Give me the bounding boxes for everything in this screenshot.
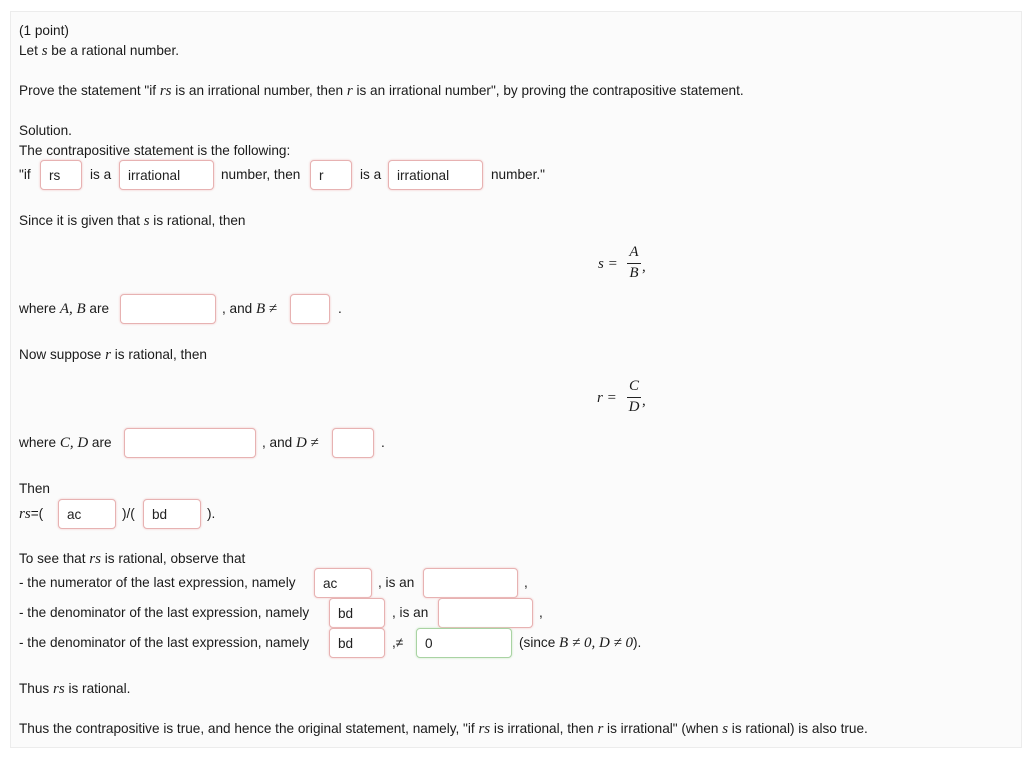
points-label: (1 point) (19, 23, 69, 38)
contra-is-a-1: is a (90, 167, 112, 182)
rs-equals: rs=( (19, 506, 44, 522)
s-fraction-denominator: B (629, 265, 639, 281)
rs-close: ). (207, 506, 216, 521)
denominator-nonzero-input[interactable] (416, 628, 512, 658)
r-fraction-bar (627, 397, 641, 398)
denominator-line-comma: , (539, 605, 543, 620)
denominator-value-input[interactable] (329, 598, 385, 628)
thus-rs-rational: Thus rs is rational. (19, 681, 131, 697)
since-s-rational: Since it is given that s is rational, then (19, 213, 246, 229)
r-and-D-neq: , and D ≠ (262, 435, 319, 451)
r-fraction-denominator: D (628, 399, 640, 415)
r-equation-comma: , (642, 393, 646, 409)
contra-number-then: number, then (221, 167, 301, 182)
observe-intro: To see that rs is rational, observe that (19, 551, 246, 567)
r-fraction-numerator: C (628, 378, 639, 394)
s-where-AB-input[interactable] (120, 294, 216, 324)
r-D-neq-input[interactable] (332, 428, 374, 458)
contra-input-irrational-2[interactable] (388, 160, 483, 190)
s-B-neq-input[interactable] (290, 294, 330, 324)
contra-is-a-2: is a (360, 167, 382, 182)
numerator-value-input[interactable] (314, 568, 372, 598)
contrapositive-intro: The contrapositive statement is the following: (19, 143, 291, 158)
denominator-is-an: , is an (392, 605, 429, 620)
denominator-nonzero-label: - the denominator of the last expression, namely (19, 635, 310, 650)
denominator-line-label: - the denominator of the last expression, namely (19, 605, 310, 620)
s-where-label: where A, B are (19, 301, 110, 317)
solution-heading: Solution. (19, 123, 72, 138)
rs-divide: )/( (122, 506, 135, 521)
numerator-is-an: , is an (378, 575, 415, 590)
r-equation-lhs: r = (597, 390, 617, 406)
suppose-r-rational: Now suppose r is rational, then (19, 347, 207, 363)
given-statement: Let s be a rational number. (19, 43, 180, 59)
since-condition: (since B ≠ 0, D ≠ 0). (519, 635, 642, 651)
r-where-label: where C, D are (19, 435, 112, 451)
s-fraction-bar (627, 263, 641, 264)
r-period: . (381, 435, 385, 450)
prove-statement: Prove the statement "if rs is an irrational number, then r is an irrational number", by proving the contrapositive statement. (19, 83, 744, 99)
then-label: Then (19, 481, 50, 496)
contra-input-r[interactable] (310, 160, 352, 190)
rs-denominator-input[interactable] (143, 499, 201, 529)
r-where-CD-input[interactable] (124, 428, 256, 458)
contra-input-irrational-1[interactable] (119, 160, 214, 190)
contra-input-rs[interactable] (40, 160, 82, 190)
numerator-type-input[interactable] (423, 568, 518, 598)
s-and-B-neq: , and B ≠ (222, 301, 278, 317)
rs-numerator-input[interactable] (58, 499, 116, 529)
s-equation-lhs: s = (598, 256, 618, 272)
contra-open-quote: "if (19, 167, 31, 182)
contra-close: number." (491, 167, 545, 182)
numerator-line-comma: , (524, 575, 528, 590)
denominator-neq-sign: ,≠ (392, 635, 404, 650)
denominator-nonzero-value-input[interactable] (329, 628, 385, 658)
final-conclusion: Thus the contrapositive is true, and hence the original statement, namely, "if rs is irrational, then r is irrational" (when s is rational) is also true. (19, 721, 868, 737)
numerator-line-label: - the numerator of the last expression, namely (19, 575, 296, 590)
s-period: . (338, 301, 342, 316)
denominator-type-input[interactable] (438, 598, 533, 628)
s-equation-comma: , (642, 259, 646, 275)
s-fraction-numerator: A (629, 244, 639, 260)
